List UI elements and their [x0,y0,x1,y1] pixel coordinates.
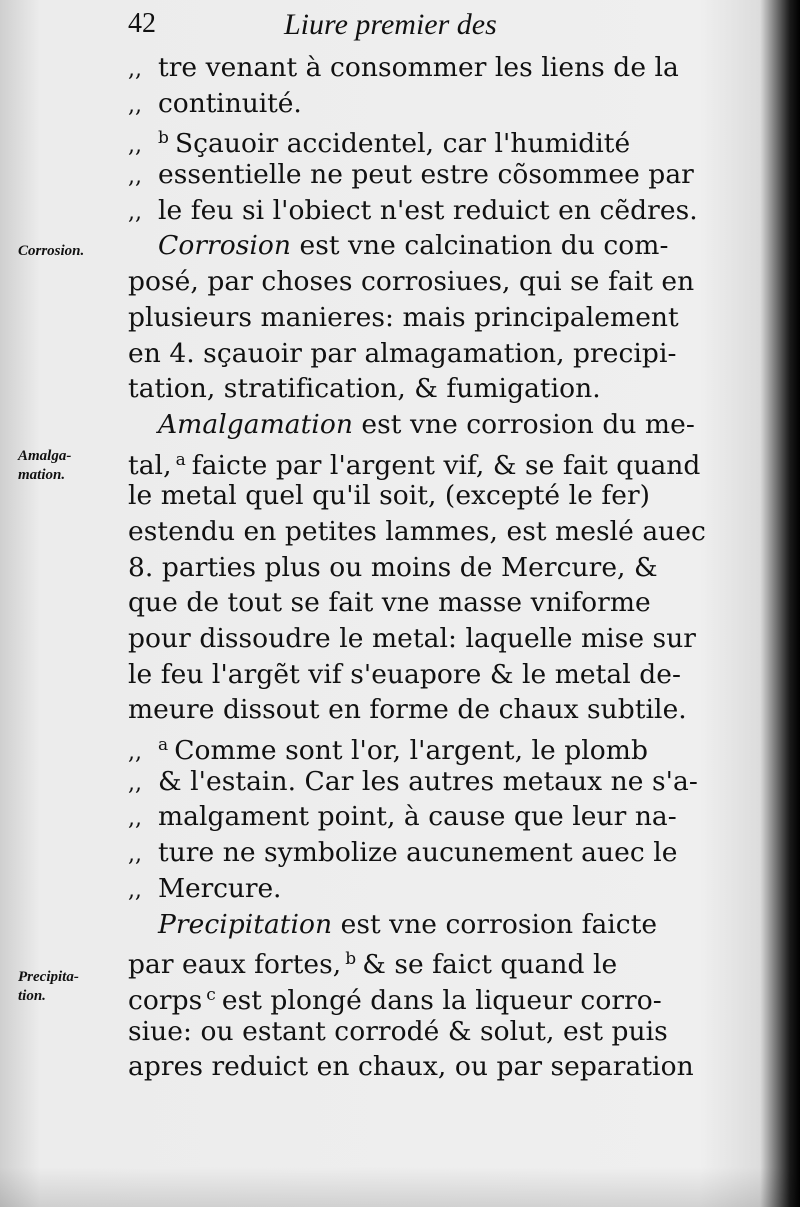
line-text: estendu en petites lammes, est meslé auec [128,515,706,547]
line-text: le feu l'argẽt vif s'euapore & le metal de- [128,658,681,690]
margin-note-corrosion [18,242,118,261]
line-text: Sçauoir accidentel, car l'humidité [174,128,631,160]
footnote-marker: b [345,949,357,970]
text-line [128,478,708,514]
text-line [128,371,708,407]
text-line [128,300,708,336]
margin-note-line: Corrosion. [18,243,85,259]
quotation-mark: ,, [128,877,142,903]
term-heading: Precipitation [158,908,333,940]
line-text: apres reduict en chaux, ou par separation [128,1051,694,1083]
line-text: faicte par l'argent vif, & se fait quand [191,449,701,481]
page-edge-shadow [0,1167,800,1207]
text-line [128,121,708,160]
line-text: malgament point, à cause que leur na- [158,801,677,833]
text-line [128,907,708,943]
line-text: est vne corrosion faicte [332,908,658,940]
quotation-mark: ,, [128,164,143,190]
term-heading: Corrosion [158,230,292,262]
line-text: pour dissoudre le metal: laquelle mise sur [128,623,697,654]
page-header [128,6,708,42]
margin-note-line: Amalga- [18,448,72,464]
line-text: corps [128,984,203,1016]
margin-note-line: Precipita- [18,969,79,985]
text-line [128,86,708,122]
text-line [128,942,708,981]
text-line [128,50,708,86]
line-text: meure dissout en forme de chaux subtile. [128,694,687,726]
text-body [128,50,708,1085]
margin-note-line: tion. [18,988,46,1004]
line-text: est plongé dans la liqueur corro- [221,984,662,1016]
text-line [128,799,708,835]
quotation-mark: ,, [128,57,143,82]
margin-note-precipitation [18,968,118,1006]
margin-note-amalgamation [18,447,118,485]
margin-note-line: mation. [18,467,66,483]
text-line [128,514,708,550]
text-line [128,657,708,693]
footnote-marker: a [158,735,169,756]
line-text: que de tout se fait vne masse vniforme [128,587,651,619]
line-text: par eaux fortes, [128,949,342,981]
line-text: essentielle ne peut estre cõsommee par [158,159,694,191]
text-line [128,407,708,443]
footnote-marker: a [175,449,186,470]
line-text: le metal quel qu'il soit, (excepté le fer) [128,480,651,512]
text-line [128,1014,708,1050]
line-text: tre venant à consommer les liens de la [158,52,679,83]
quotation-mark: ,, [128,740,143,766]
line-text: continuité. [158,87,302,119]
line-text: en 4. sçauoir par almagamation, precipi- [128,337,677,369]
text-line [128,871,708,907]
text-line [128,764,708,800]
line-text: le feu si l'obiect n'est reduict en cẽdres. [158,194,698,226]
line-text: 8. parties plus ou moins de Mercure, & [128,551,658,583]
text-line [128,585,708,621]
text-line [128,1049,708,1085]
text-line [128,835,708,871]
text-line [128,621,708,657]
text-line [128,550,708,586]
text-line [128,978,708,1014]
line-text: tation, stratification, & fumigation. [128,373,601,405]
text-line [128,443,708,479]
line-text: posé, par choses corrosiues, qui se fait en [128,266,695,298]
text-line [128,264,708,300]
text-line [128,157,708,193]
quotation-mark: ,, [128,92,142,118]
line-text: tal, [128,449,172,481]
footnote-marker: b [158,128,169,149]
line-text: Comme sont l'or, l'argent, le plomb [174,735,648,767]
line-text: plusieurs manieres: mais principalement [128,301,679,333]
quotation-mark: ,, [128,806,143,832]
text-line [128,193,708,229]
footnote-marker: c [206,984,216,1005]
quotation-mark: ,, [128,199,143,225]
quotation-mark: ,, [128,770,143,796]
text-line [128,228,708,264]
line-text: est vne corrosion du me- [352,408,695,440]
line-text: Mercure. [158,872,282,904]
page-number: 42 [128,8,156,39]
line-text: ture ne symbolize aucunement auec le [158,837,678,869]
text-line [128,336,708,372]
line-text: & se faict quand le [362,949,618,981]
term-heading: Amalgamation [158,408,353,440]
quotation-mark: ,, [128,133,143,159]
text-line [128,728,708,767]
text-line [128,692,708,728]
line-text: est vne calcination du com- [291,230,669,262]
line-text: & l'estain. Car les autres metaux ne s'a- [158,765,698,797]
quotation-mark: ,, [128,842,143,868]
line-text: siue: ou estant corrodé & solut, est puis [128,1015,668,1047]
running-title: Liure premier des [284,8,497,41]
